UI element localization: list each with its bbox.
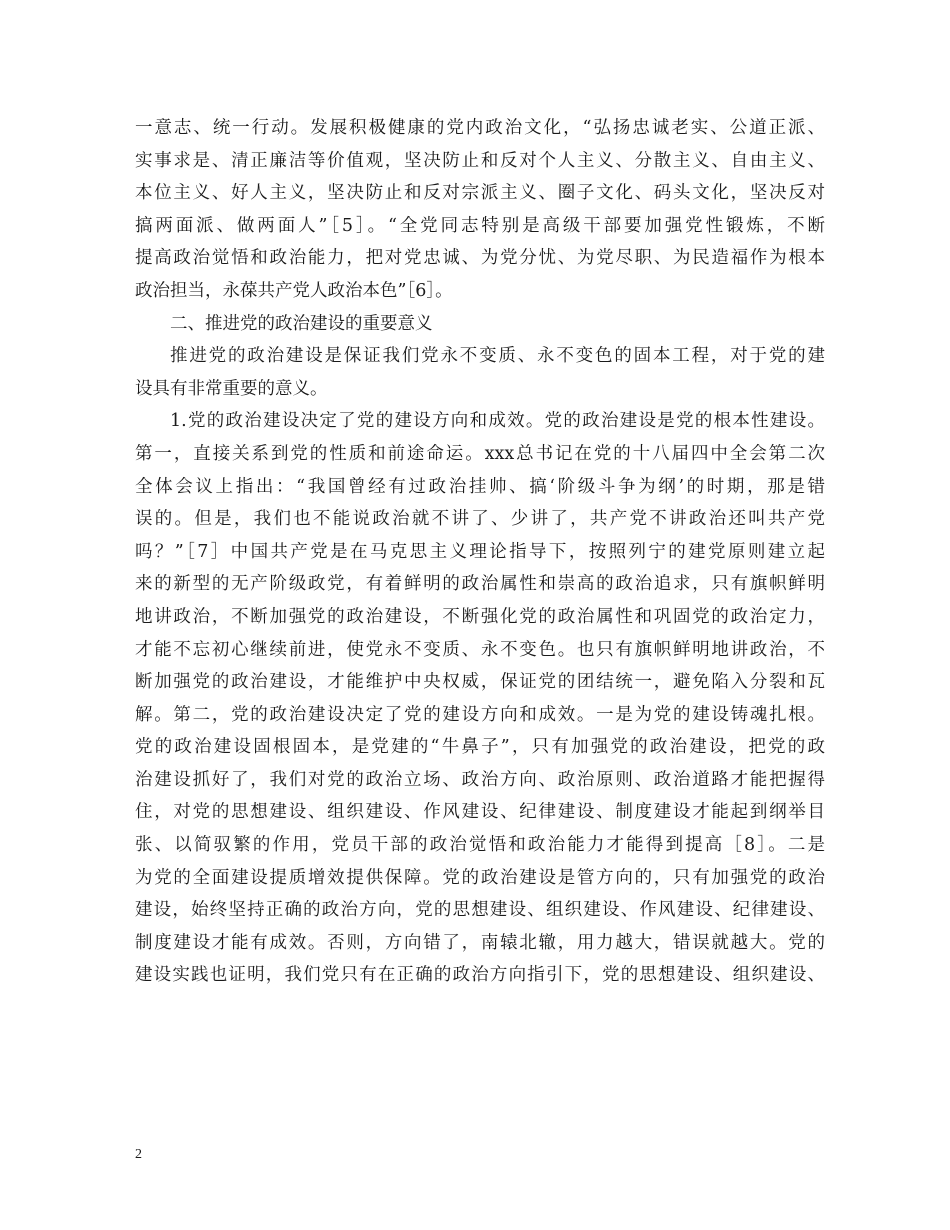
text-line: 来的新型的无产阶级政党，有着鲜明的政治属性和崇高的政治追求，只有旗帜鲜明 xyxy=(135,574,825,595)
text-line: 建设，始终坚持正确的政治方向，党的思想建设、组织建设、作风建设、纪律建设、 xyxy=(135,900,825,921)
page-number: 2 xyxy=(135,1147,142,1162)
text-line: 搞两面派、做两面人”［5］。“全党同志特别是高级干部要加强党性锻炼，不断 xyxy=(135,215,825,236)
text-line: 制度建设才能有成效。否则，方向错了，南辕北辙，用力越大，错误就越大。党的 xyxy=(135,932,825,953)
text-line: 地讲政治，不断加强党的政治建设，不断强化党的政治属性和巩固党的政治定力， xyxy=(135,606,825,627)
text-line: 1.党的政治建设决定了党的建设方向和成效。党的政治建设是党的根本性建设。 xyxy=(170,411,825,432)
text-line: 张、以简驭繁的作用，党员干部的政治觉悟和政治能力才能得到提高［8］。二是 xyxy=(135,835,825,856)
text-line: 党的政治建设固根固本，是党建的“牛鼻子”，只有加强党的政治建设，把党的政 xyxy=(135,737,825,758)
text-line: 才能不忘初心继续前进，使党永不变质、永不变色。也只有旗帜鲜明地讲政治，不 xyxy=(135,639,825,660)
document-body-text xyxy=(135,112,825,992)
text-line: 政治担当，永葆共产党人政治本色”［6］。 xyxy=(135,280,453,301)
text-line: 误的。但是，我们也不能说政治就不讲了、少讲了，共产党不讲政治还叫共产党 xyxy=(135,509,825,530)
text-line: 设具有非常重要的意义。 xyxy=(135,378,328,399)
text-line: 本位主义、好人主义，坚决防止和反对宗派主义、圈子文化、码头文化，坚决反对 xyxy=(135,183,825,204)
text-line: 住，对党的思想建设、组织建设、作风建设、纪律建设、制度建设才能起到纲举目 xyxy=(135,802,825,823)
text-line: 治建设抓好了，我们对党的政治立场、政治方向、政治原则、政治道路才能把握得 xyxy=(135,769,825,790)
text-line: 实事求是、清正廉洁等价值观，坚决防止和反对个人主义、分散主义、自由主义、 xyxy=(135,150,825,171)
text-line: 第一，直接关系到党的性质和前途命运。xxx总书记在党的十八届四中全会第二次 xyxy=(135,443,825,464)
text-line: 全体会议上指出：“我国曾经有过政治挂帅、搞‘阶级斗争为纲’的时期，那是错 xyxy=(135,476,825,497)
text-line: 吗？”［7］中国共产党是在马克思主义理论指导下，按照列宁的建党原则建立起 xyxy=(135,541,825,562)
text-line: 提高政治觉悟和政治能力，把对党忠诚、为党分忧、为党尽职、为民造福作为根本 xyxy=(135,248,825,269)
text-line: 为党的全面建设提质增效提供保障。党的政治建设是管方向的，只有加强党的政治 xyxy=(135,867,825,888)
text-line: 建设实践也证明，我们党只有在正确的政治方向指引下，党的思想建设、组织建设、 xyxy=(135,965,825,986)
text-line: 断加强党的政治建设，才能维护中央权威，保证党的团结统一，避免陷入分裂和瓦 xyxy=(135,672,825,693)
text-line: 二、推进党的政治建设的重要意义 xyxy=(170,313,433,334)
text-line: 解。第二，党的政治建设决定了党的建设方向和成效。一是为党的建设铸魂扎根。 xyxy=(135,704,825,725)
text-line: 一意志、统一行动。发展积极健康的党内政治文化，“弘扬忠诚老实、公道正派、 xyxy=(135,118,825,138)
text-line: 推进党的政治建设是保证我们党永不变质、永不变色的固本工程，对于党的建 xyxy=(170,346,825,367)
